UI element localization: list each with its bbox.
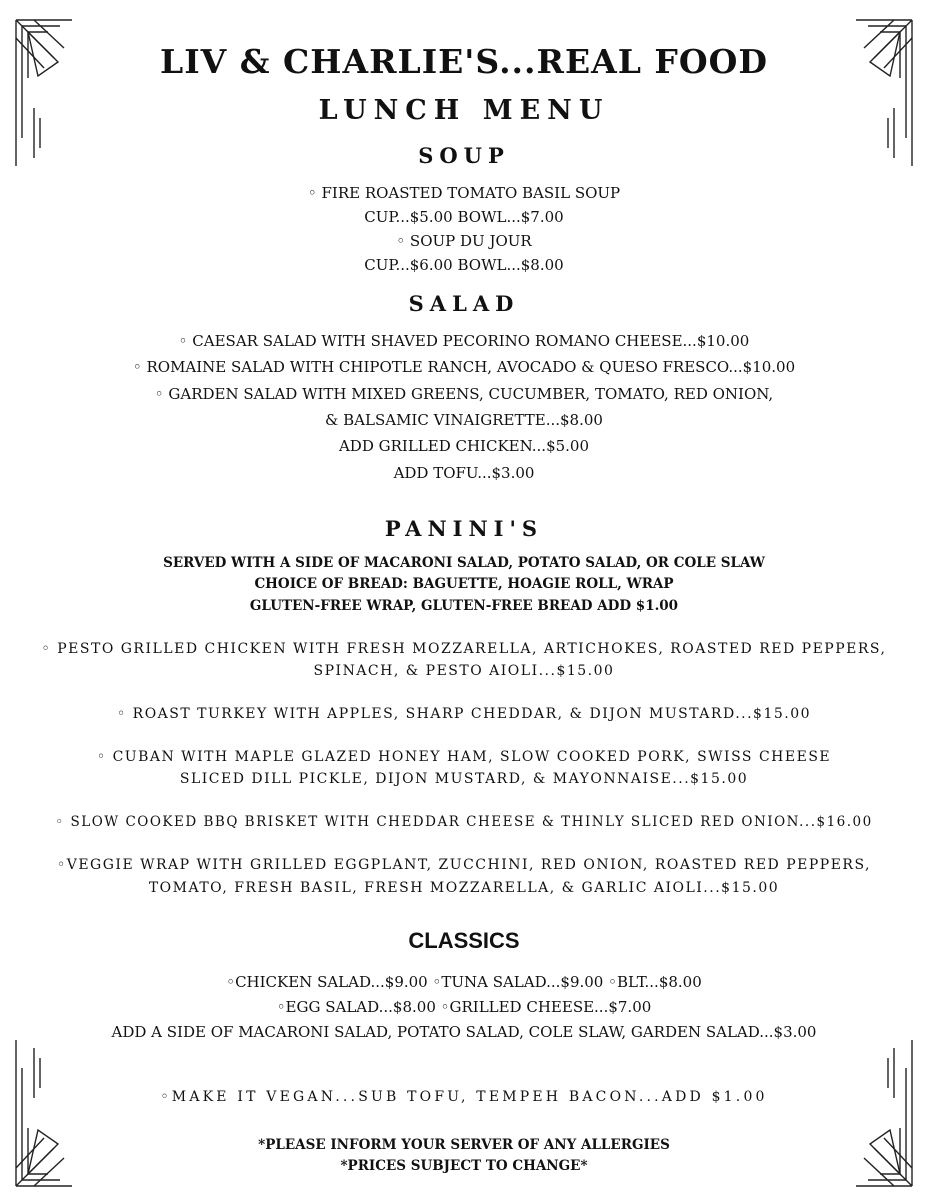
classics-line: ◦CHICKEN SALAD...$9.00 ◦TUNA SALAD...$9.00 ◦BLT...$8.00 — [226, 973, 702, 991]
salad-line: ◦ GARDEN SALAD WITH MIXED GREENS, CUCUMBER, TOMATO, RED ONION, — [154, 385, 774, 403]
panini-item-line: SLICED DILL PICKLE, DIJON MUSTARD, & MAYONNAISE...$15.00 — [179, 771, 749, 787]
restaurant-title: LIV & CHARLIE'S...REAL FOOD — [160, 42, 768, 81]
soup-line: ◦ SOUP DU JOUR — [396, 232, 532, 250]
soup-heading: SOUP — [418, 143, 510, 168]
panini-heading: PANINI'S — [384, 516, 544, 541]
vegan-note: ◦MAKE IT VEGAN...SUB TOFU, TEMPEH BACON...ADD $1.00 — [160, 1089, 768, 1105]
soup-line: CUP...$5.00 BOWL...$7.00 — [364, 208, 564, 226]
salad-line: ◦ CAESAR SALAD WITH SHAVED PECORINO ROMANO CHEESE...$10.00 — [178, 332, 750, 350]
panini-item-line: ◦ SLOW COOKED BBQ BRISKET WITH CHEDDAR CHEESE & THINLY SLICED RED ONION...$16.00 — [55, 814, 873, 830]
panini-intro-line: CHOICE OF BREAD: BAGUETTE, HOAGIE ROLL, WRAP — [254, 576, 674, 592]
soup-line: CUP...$6.00 BOWL...$8.00 — [364, 256, 564, 274]
menu-subtitle: LUNCH MENU — [318, 95, 610, 126]
price-notice: *PRICES SUBJECT TO CHANGE* — [340, 1158, 588, 1174]
salad-heading: SALAD — [408, 291, 520, 316]
salad-line: & BALSAMIC VINAIGRETTE...$8.00 — [325, 411, 603, 429]
panini-item-line: TOMATO, FRESH BASIL, FRESH MOZZARELLA, & GARLIC AIOLI...$15.00 — [148, 880, 780, 896]
panini-item-line: ◦ CUBAN WITH MAPLE GLAZED HONEY HAM, SLOW COOKED PORK, SWISS CHEESE — [96, 749, 832, 765]
panini-intro-line: SERVED WITH A SIDE OF MACARONI SALAD, POTATO SALAD, OR COLE SLAW — [163, 555, 765, 571]
panini-item-line: ◦ PESTO GRILLED CHICKEN WITH FRESH MOZZARELLA, ARTICHOKES, ROASTED RED PEPPERS, — [41, 641, 887, 657]
panini-intro-line: GLUTEN-FREE WRAP, GLUTEN-FREE BREAD ADD $1.00 — [249, 598, 679, 614]
allergy-notice: *PLEASE INFORM YOUR SERVER OF ANY ALLERGIES — [258, 1137, 670, 1153]
soup-line: ◦ FIRE ROASTED TOMATO BASIL SOUP — [307, 184, 621, 202]
classics-line: ◦EGG SALAD...$8.00 ◦GRILLED CHEESE...$7.00 — [276, 998, 652, 1016]
panini-item-line: ◦VEGGIE WRAP WITH GRILLED EGGPLANT, ZUCCHINI, RED ONION, ROASTED RED PEPPERS, — [56, 857, 872, 873]
classics-heading: CLASSICS — [408, 928, 520, 953]
salad-line: ADD GRILLED CHICKEN...$5.00 — [338, 437, 590, 455]
panini-item-line: SPINACH, & PESTO AIOLI...$15.00 — [313, 663, 615, 679]
panini-item-line: ◦ ROAST TURKEY WITH APPLES, SHARP CHEDDAR, & DIJON MUSTARD...$15.00 — [116, 706, 812, 722]
classics-line: ADD A SIDE OF MACARONI SALAD, POTATO SALAD, COLE SLAW, GARDEN SALAD...$3.00 — [111, 1023, 817, 1041]
salad-line: ADD TOFU...$3.00 — [393, 464, 535, 482]
salad-line: ◦ ROMAINE SALAD WITH CHIPOTLE RANCH, AVOCADO & QUESO FRESCO...$10.00 — [132, 358, 796, 376]
